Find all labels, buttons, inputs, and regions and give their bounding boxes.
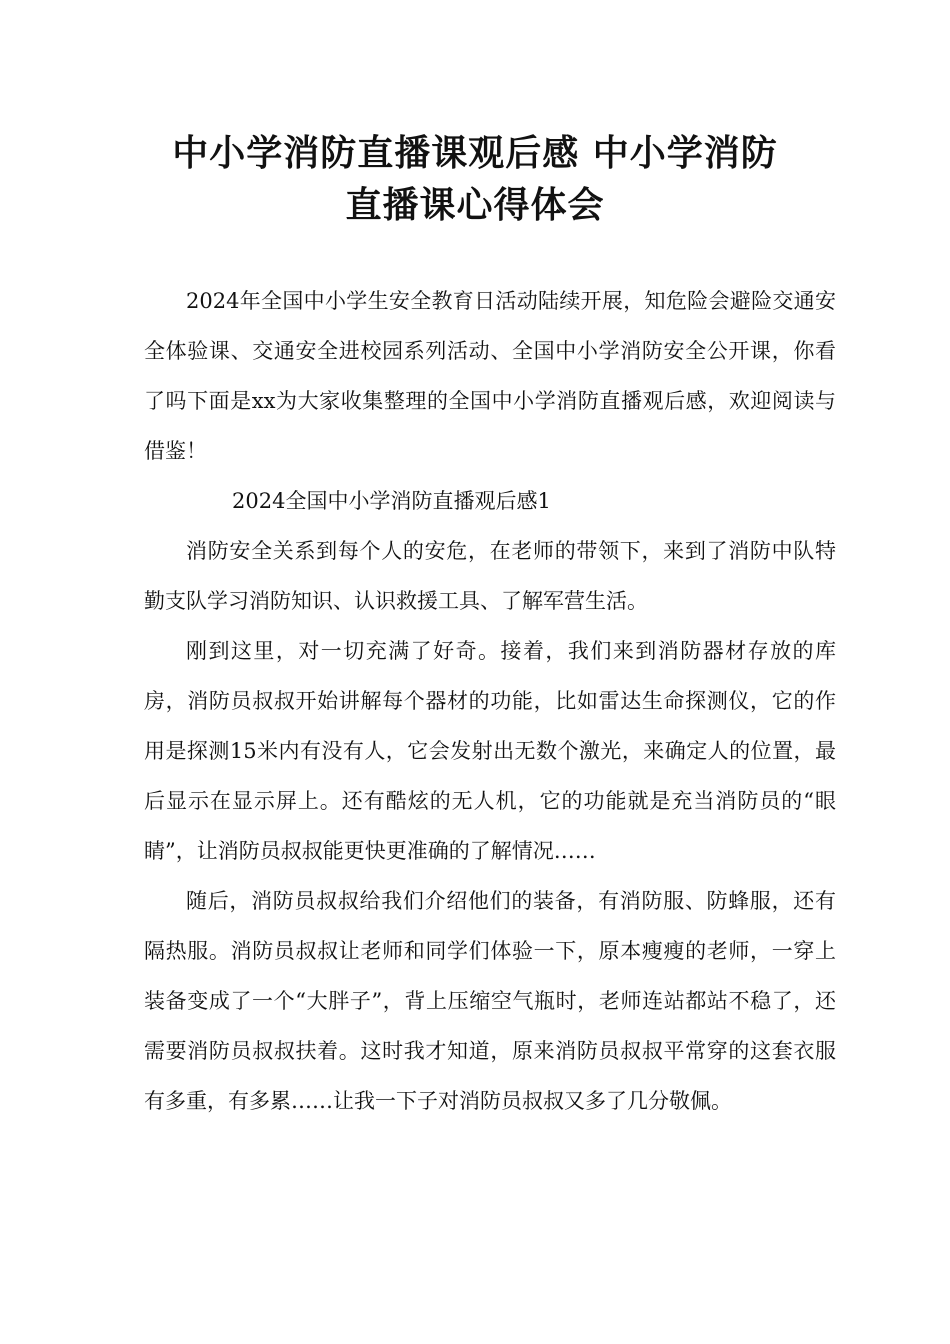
body-paragraph-1: 消防安全关系到每个人的安危，在老师的带领下，来到了消防中队特勤支队学习消防知识、认识救援工具、了解军营生活。 xyxy=(144,539,836,613)
document-body xyxy=(144,276,836,1126)
title-line-1: 中小学消防直播课观后感 中小学消防 xyxy=(172,133,778,174)
body-paragraph-2: 刚到这里，对一切充满了好奇。接着，我们来到消防器材存放的库房，消防员叔叔开始讲解每个器材的功能，比如雷达生命探测仪，它的作用是探测15米内有没有人，它会发射出无数个激光，来确定人的位置，最后显示在显示屏上。还有酷炫的无人机，它的功能就是充当消防员的“眼睛”，让消防员叔叔能更快更准确的了解情况…… xyxy=(144,639,836,863)
intro-paragraph: 2024年全国中小学生安全教育日活动陆续开展，知危险会避险交通安全体验课、交通安全进校园系列活动、全国中小学消防安全公开课，你看了吗下面是xx为大家收集整理的全国中小学消防直播观后感，欢迎阅读与借鉴！ xyxy=(144,289,836,463)
title-line-2: 直播课心得体会 xyxy=(345,185,605,226)
body-paragraph-3: 随后，消防员叔叔给我们介绍他们的装备，有消防服、防蜂服，还有隔热服。消防员叔叔让老师和同学们体验一下，原本瘦瘦的老师，一穿上装备变成了一个“大胖子”，背上压缩空气瓶时，老师连站都站不稳了，还需要消防员叔叔扶着。这时我才知道，原来消防员叔叔平常穿的这套衣服有多重，有多累……让我一下子对消防员叔叔又多了几分敬佩。 xyxy=(144,889,836,1113)
page-title xyxy=(150,128,800,232)
section-heading: 2024全国中小学消防直播观后感1 xyxy=(232,489,551,513)
